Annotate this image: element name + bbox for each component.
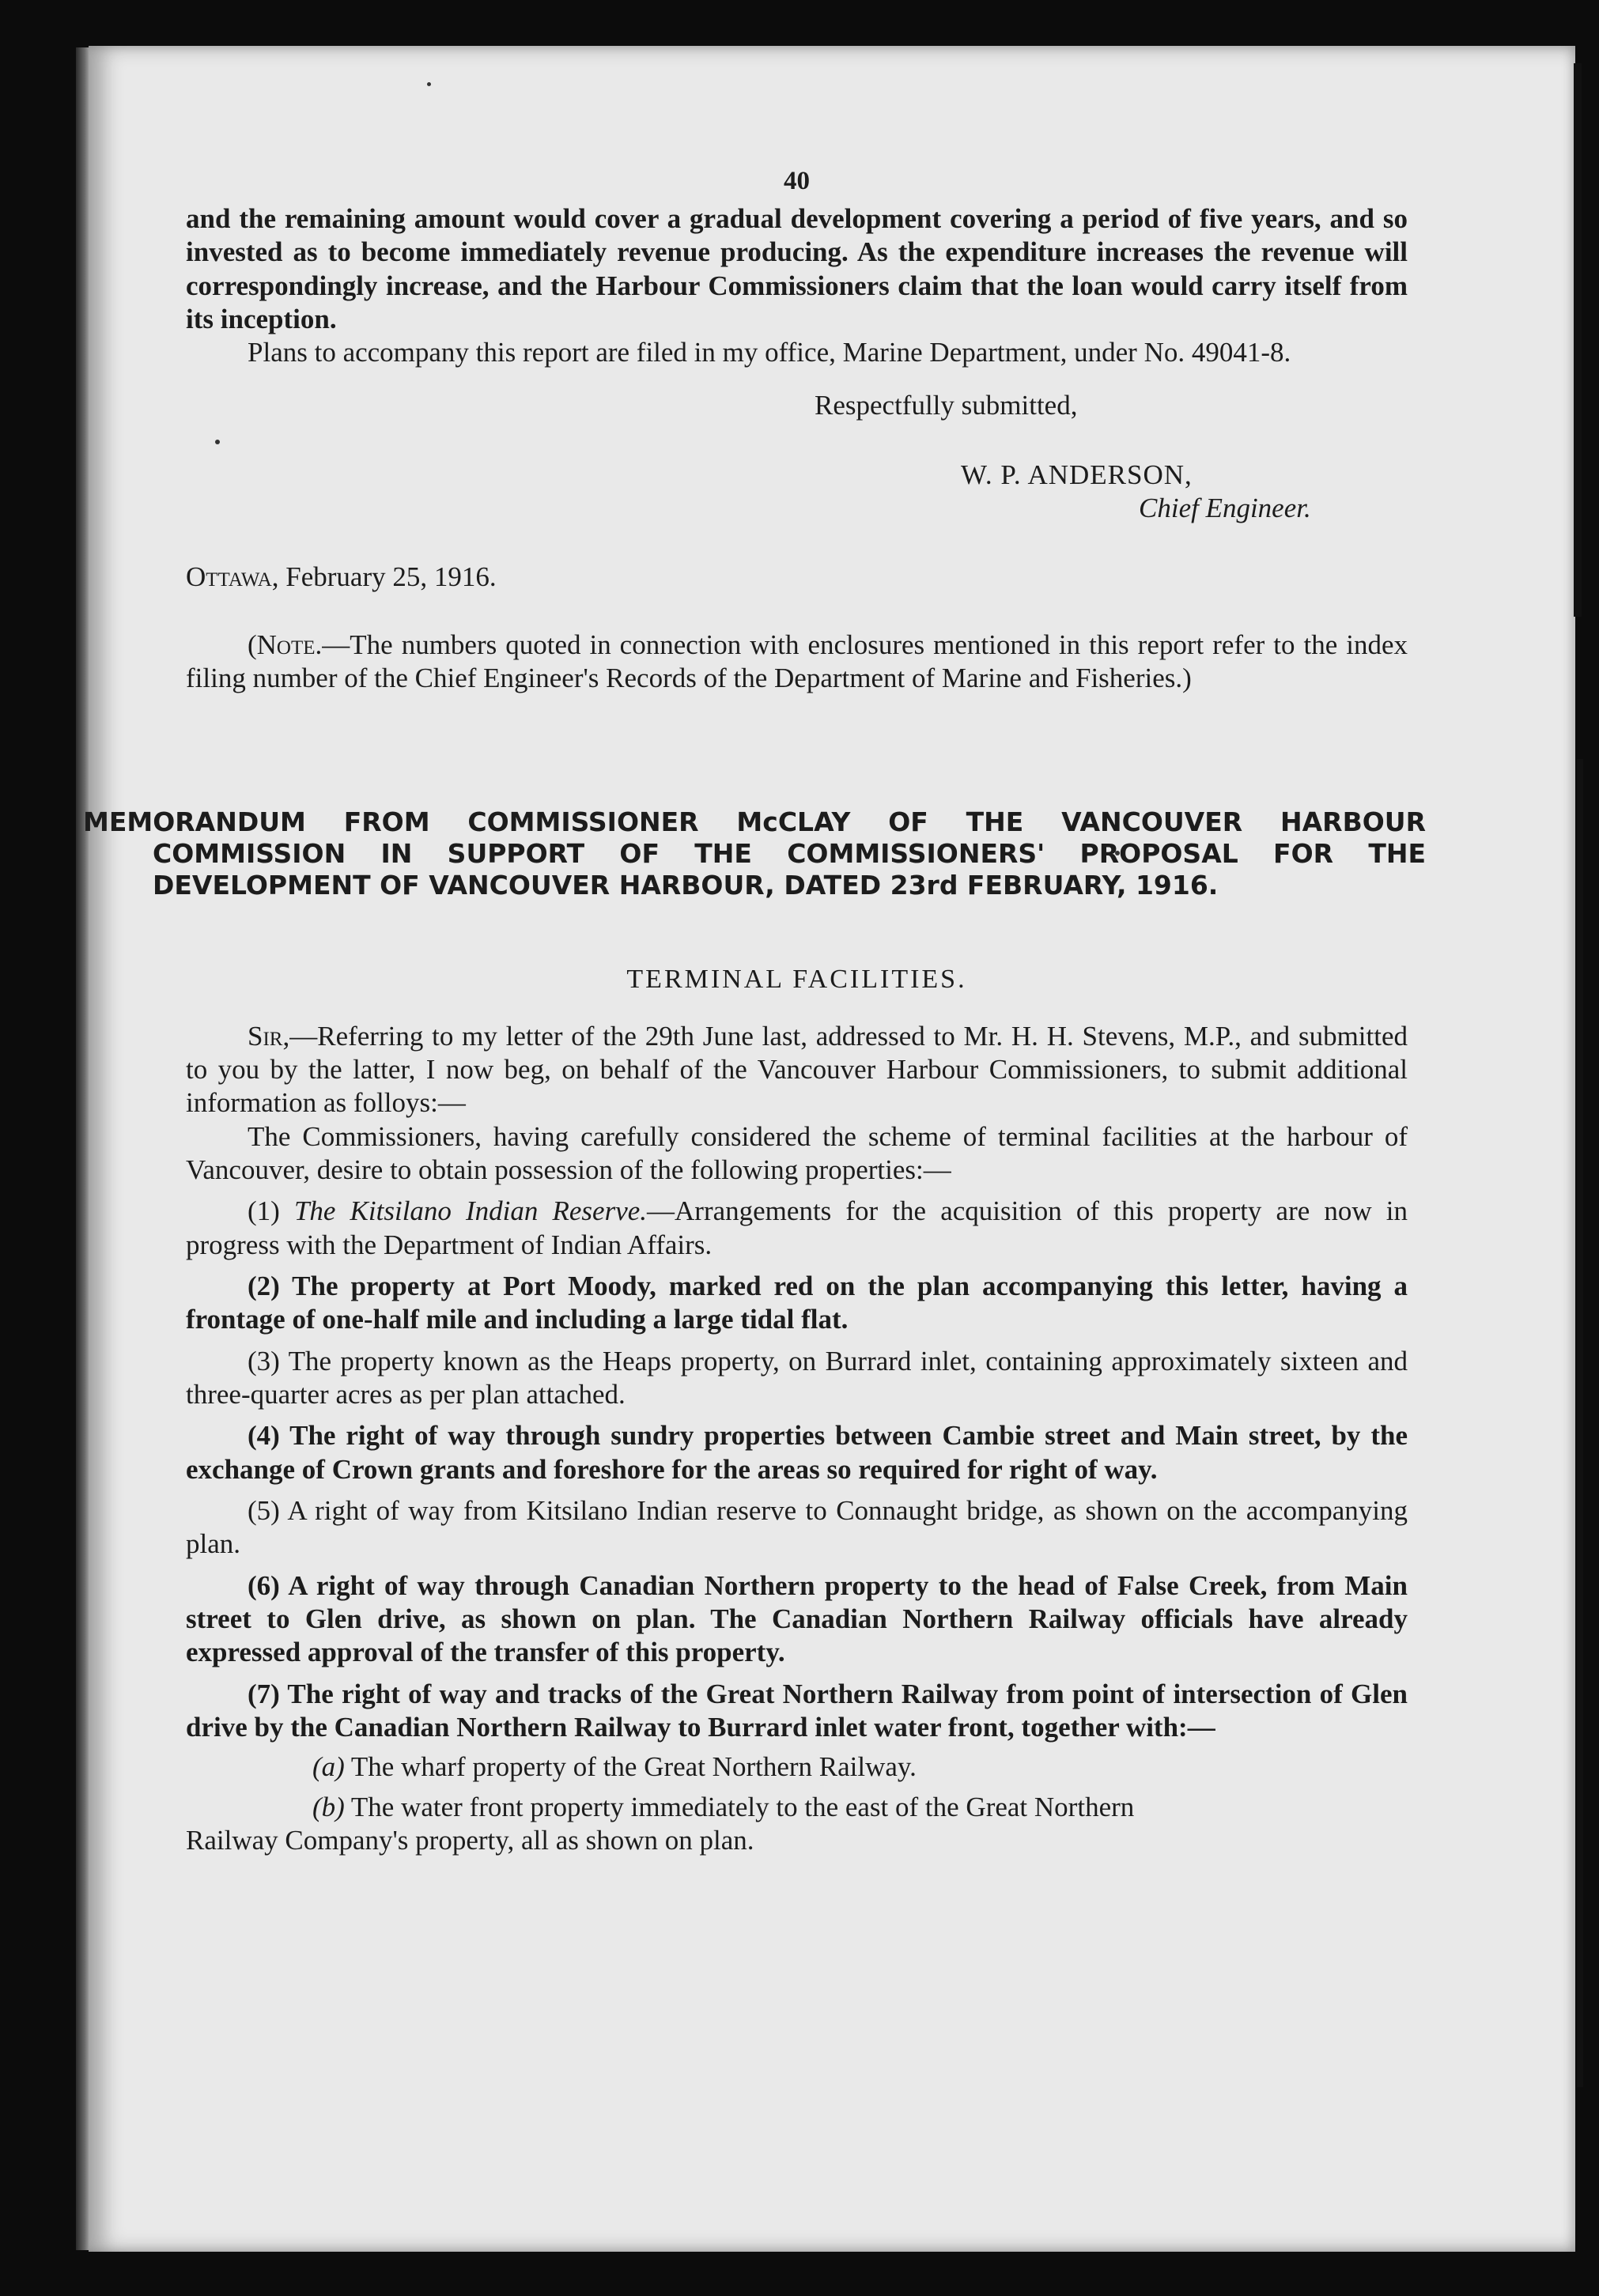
body-paragraph-2: The Commissioners, having carefully considered the scheme of terminal facilities at the harbour of Vancouver, desire to obtain possession of the following properties:—	[186, 1120, 1408, 1185]
signature-closing: Respectfully submitted,	[815, 389, 1078, 421]
item-number: (5)	[248, 1495, 288, 1527]
section-heading: TERMINAL FACILITIES.	[626, 965, 967, 995]
sub-item-text: The water front property immediately to the east of the Great Northern	[344, 1791, 1135, 1822]
item-number: (1)	[248, 1195, 294, 1227]
item-text: The right of way and tracks of the Great Northern Railway from point of intersection of Glen drive by the Canadian Northern Railway to Burrard inlet water front, together with:—	[186, 1678, 1408, 1743]
body-paragraph-1	[186, 1020, 1408, 1120]
list-item	[186, 1678, 1408, 1745]
item-text: The property known as the Heaps property, on Burrard inlet, containing approximately sixteen and three-quarter acres as per plan attached.	[186, 1345, 1408, 1410]
item-number: (4)	[248, 1420, 290, 1452]
sub-item-label: (a)	[312, 1751, 345, 1783]
salutation: Sir,	[248, 1020, 290, 1052]
note-paragraph	[186, 629, 1408, 696]
sub-list-item-continuation: Railway Company's property, all as shown on plan.	[186, 1825, 754, 1856]
plans-paragraph: Plans to accompany this report are filed in my office, Marine Department, under No. 49041-8.	[248, 337, 1291, 368]
list-item	[186, 1494, 1408, 1562]
note-text: —The numbers quoted in connection with enclosures mentioned in this report refer to the index filing number of the Chief Engineer's Records of the Department of Marine and Fisheries.)	[186, 629, 1408, 694]
item-number: (3)	[248, 1345, 289, 1376]
dateline	[186, 561, 1408, 594]
item-number: (7)	[248, 1678, 288, 1709]
memo-heading: MEMORANDUM FROM COMMISSIONER McCLAY OF THE VANCOUVER HARBOUR COMMISSION IN SUPPORT OF THE COMMISSIONERS' PROPOSAL FOR THE DEVELOPMENT OF VANCOUVER HARBOUR, DATED 23rd FEBRUARY, 1916.	[83, 806, 1426, 901]
page-number: 40	[784, 167, 810, 195]
body-paragraph-1-text: —Referring to my letter of the 29th June last, addressed to Mr. H. H. Stevens, M.P., and submitted to you by the latter, I now beg, on behalf of the Vancouver Harbour Commissioners, to submit additional information as folloys:—	[186, 1020, 1408, 1119]
page-edge-shadow-lower	[1577, 759, 1583, 2087]
item-number: (6)	[248, 1569, 289, 1601]
dateline-place: Ottawa	[186, 561, 272, 592]
dateline-date: , February 25, 1916.	[271, 561, 497, 592]
item-text: A right of way from Kitsilano Indian reserve to Connaught bridge, as shown on the accompanying plan.	[186, 1495, 1408, 1560]
list-item	[186, 1419, 1408, 1486]
sub-list-item	[312, 1750, 1408, 1784]
item-text: The right of way through sundry properties between Cambie street and Main street, by the exchange of Crown grants and foreshore for the areas so required for right of way.	[186, 1420, 1408, 1485]
list-item	[186, 1569, 1408, 1670]
item-title: The Kitsilano Indian Reserve.	[293, 1195, 648, 1227]
sub-item-text: The wharf property of the Great Northern Railway.	[344, 1751, 917, 1783]
list-item	[186, 1195, 1408, 1262]
signature-name: W. P. ANDERSON,	[961, 459, 1193, 490]
item-text: A right of way through Canadian Northern property to the head of False Creek, from Main street to Glen drive, as shown on plan. The Canadian Northern Railway officials have already expressed approval of the transfer of this property.	[186, 1569, 1408, 1668]
page-content	[83, 47, 1426, 1857]
item-text: —Arrangements for the acquisition of this property are now in progress with the Department of Indian Affairs.	[186, 1195, 1408, 1260]
note-lead: (Note.	[248, 629, 323, 661]
page-edge-shadow	[1574, 63, 1582, 617]
sub-item-label: (b)	[312, 1791, 345, 1822]
opening-paragraph: and the remaining amount would cover a gradual development covering a period of five years, and so invested as to become immediately revenue producing. As the expenditure increases the revenue will correspondingly increase, and the Harbour Commissioners claim that the loan would carry itself from its inception.	[186, 202, 1408, 334]
item-number: (2)	[248, 1270, 293, 1301]
sub-list-item	[312, 1791, 1408, 1824]
signature-title: Chief Engineer.	[1139, 493, 1311, 524]
list-item	[186, 1345, 1408, 1412]
list-item	[186, 1270, 1408, 1337]
item-text: The property at Port Moody, marked red on the plan accompanying this letter, having a frontage of one-half mile and including a large tidal flat.	[186, 1270, 1408, 1335]
